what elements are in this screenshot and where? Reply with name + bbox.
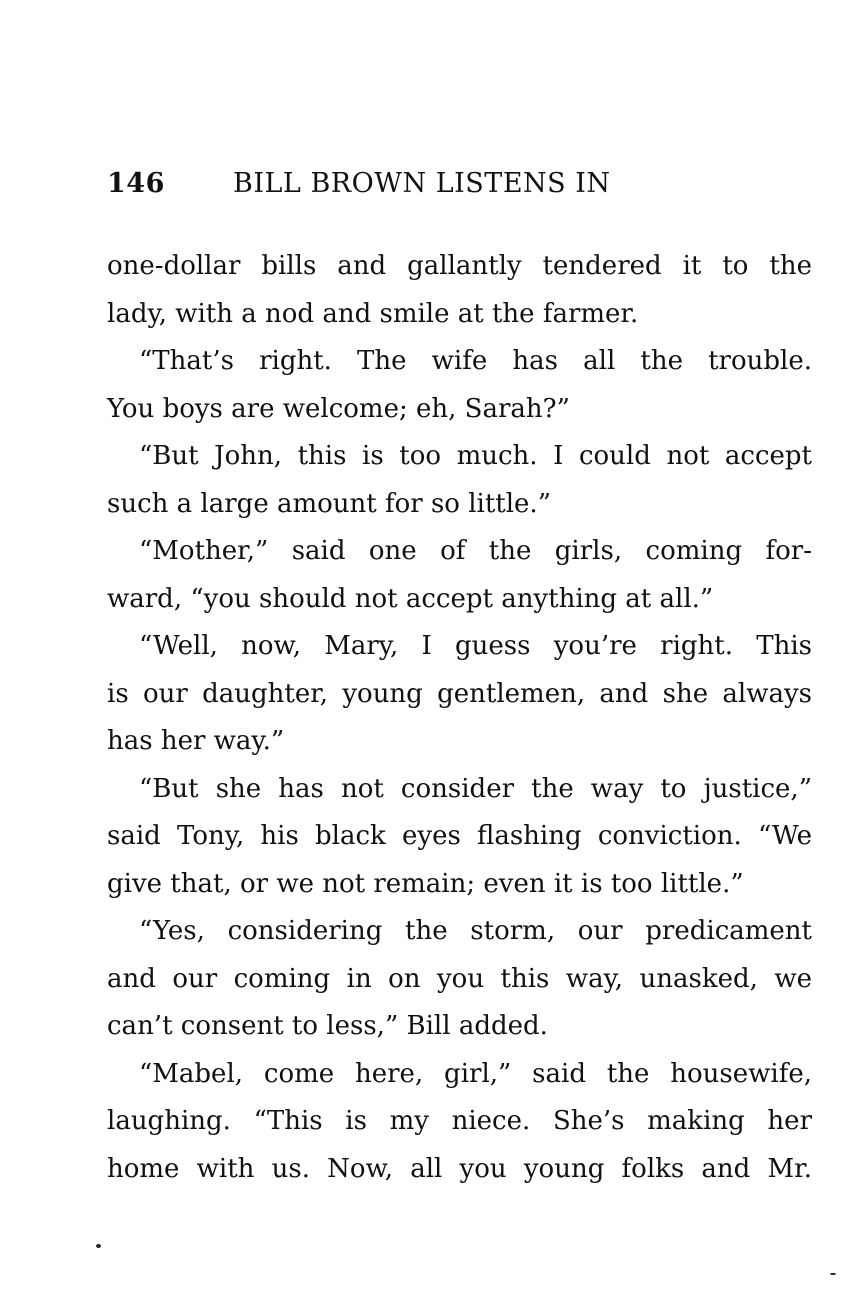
ink-speck	[830, 1273, 836, 1275]
text-line: has her way.”	[107, 726, 285, 756]
text-line: is our daughter, young gentlemen, and she always	[107, 678, 812, 709]
text-line: “Yes, considering the storm, our predicament	[139, 916, 812, 946]
ink-speck	[96, 1244, 101, 1248]
page-header	[107, 166, 812, 202]
text-line: “That’s right. The wife has all the trouble.	[139, 346, 812, 376]
text-line: “Mother,” said one of the girls, coming for-	[139, 536, 812, 566]
text-line: laughing. “This is my niece. She’s making her	[107, 1106, 812, 1136]
text-line: home with us. Now, all you young folks and Mr.	[107, 1153, 812, 1184]
text-line: give that, or we not remain; even it is too little.”	[107, 868, 744, 899]
text-line: You boys are welcome; eh, Sarah?”	[107, 393, 570, 424]
text-line: one-dollar bills and gallantly tendered it to the	[107, 251, 812, 281]
running-title: BILL BROWN LISTENS IN	[233, 168, 611, 199]
text-line: can’t consent to less,” Bill added.	[107, 1011, 548, 1041]
body-text	[107, 243, 812, 1193]
text-line: “But she has not consider the way to justice,”	[139, 773, 812, 804]
text-line: said Tony, his black eyes flashing conviction. “We	[107, 821, 812, 851]
text-line: “Mabel, come here, girl,” said the housewife,	[139, 1058, 812, 1089]
text-line: “But John, this is too much. I could not accept	[139, 441, 812, 471]
text-line: “Well, now, Mary, I guess you’re right. This	[139, 631, 812, 661]
page-number: 146	[107, 168, 165, 199]
text-line: lady, with a nod and smile at the farmer.	[107, 298, 639, 329]
text-line: ward, “you should not accept anything at all.”	[107, 583, 714, 614]
text-line: such a large amount for so little.”	[107, 488, 551, 519]
text-line: and our coming in on you this way, unasked, we	[107, 963, 812, 994]
